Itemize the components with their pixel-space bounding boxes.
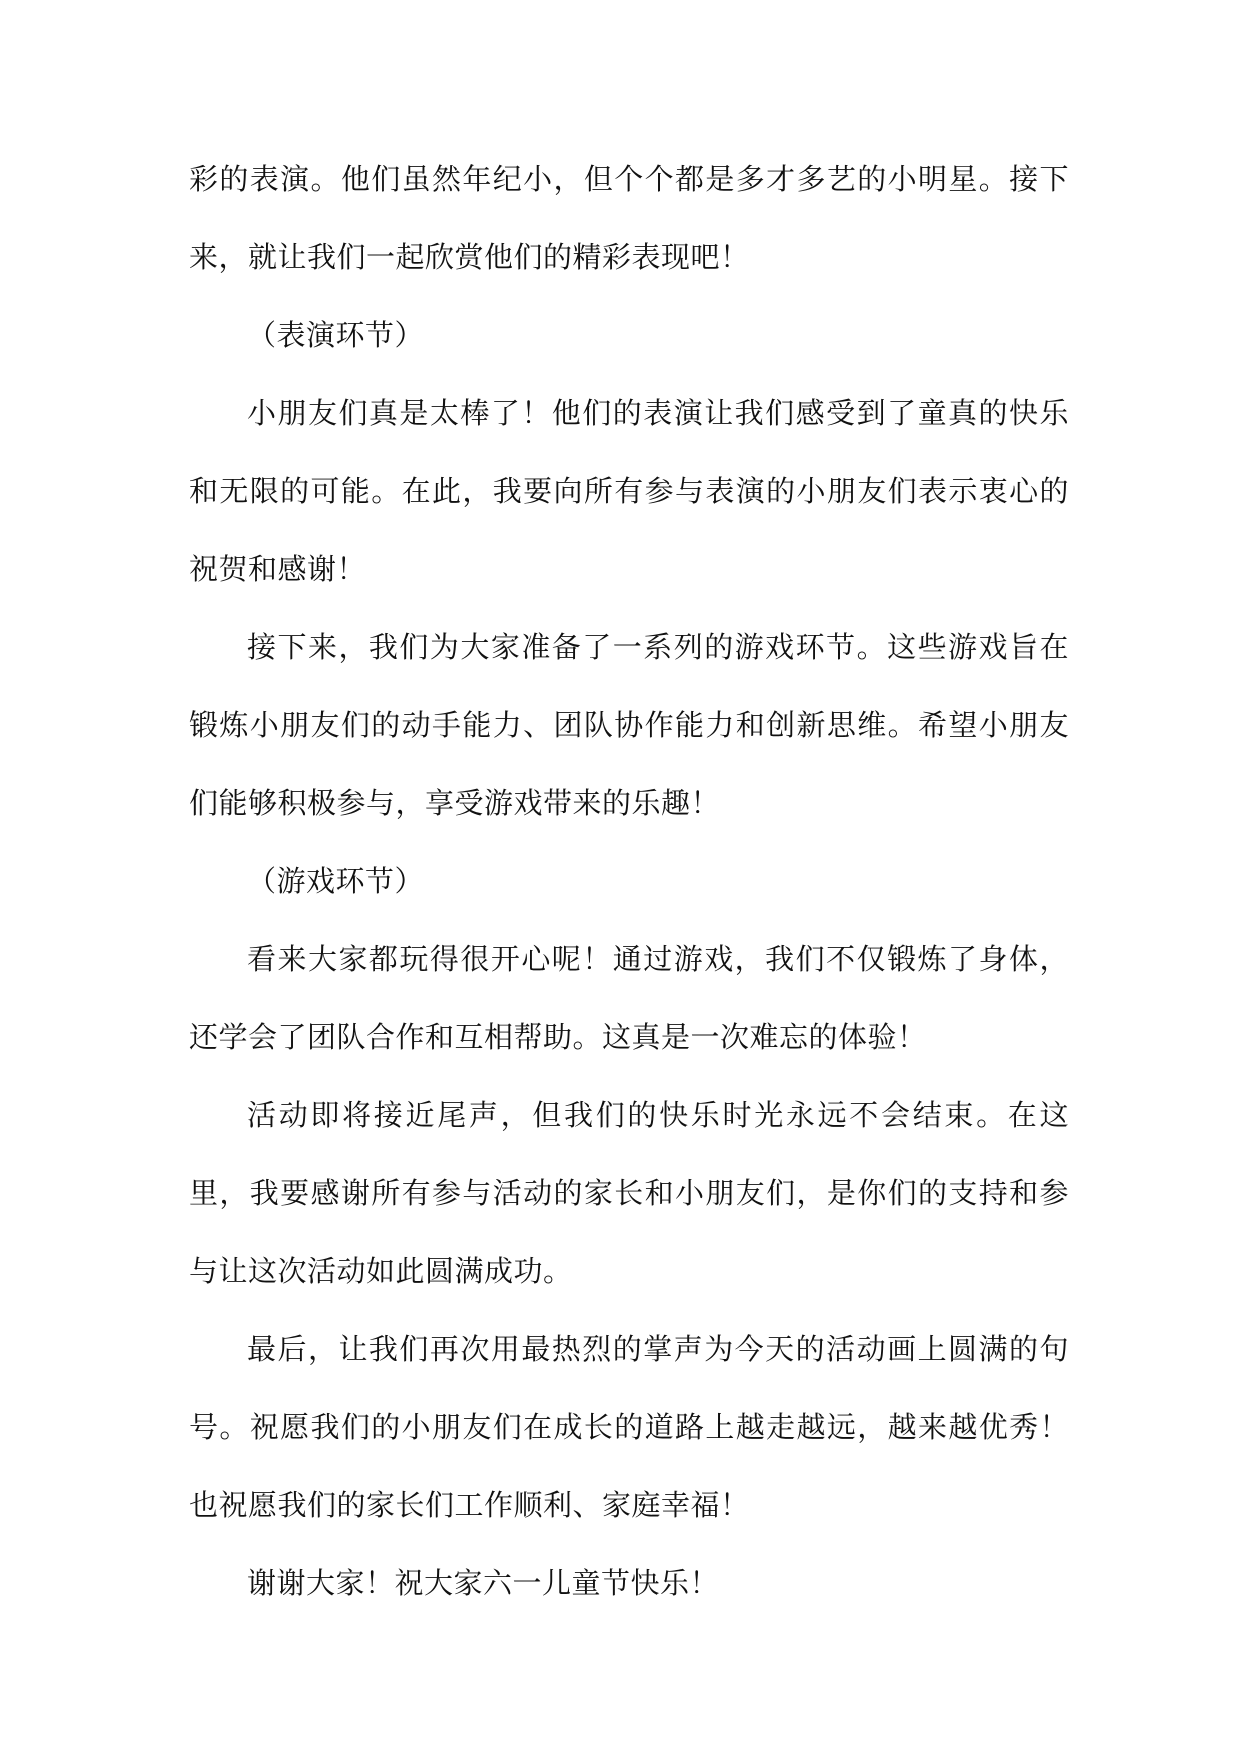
paragraph-continuation: 彩的表演。他们虽然年纪小，但个个都是多才多艺的小明星。接下来，就让我们一起欣赏他们的精彩表现吧！	[189, 162, 1069, 274]
paragraph-game-section: （游戏环节）	[247, 864, 425, 898]
paragraph-game-intro: 接下来，我们为大家准备了一系列的游戏环节。这些游戏旨在锻炼小朋友们的动手能力、团队协作能力和创新思维。希望小朋友们能够积极参与，享受游戏带来的乐趣！	[189, 630, 1069, 820]
paragraph-farewell: 谢谢大家！祝大家六一儿童节快乐！	[247, 1566, 720, 1600]
document-body	[189, 140, 1069, 1622]
paragraph-closing-thanks: 活动即将接近尾声，但我们的快乐时光永远不会结束。在这里，我要感谢所有参与活动的家长和小朋友们，是你们的支持和参与让这次活动如此圆满成功。	[189, 1098, 1069, 1288]
paragraph-performance-praise: 小朋友们真是太棒了！他们的表演让我们感受到了童真的快乐和无限的可能。在此，我要向所有参与表演的小朋友们表示衷心的祝贺和感谢！	[189, 396, 1069, 586]
paragraph-final-wishes: 最后，让我们再次用最热烈的掌声为今天的活动画上圆满的句号。祝愿我们的小朋友们在成长的道路上越走越远，越来越优秀！也祝愿我们的家长们工作顺利、家庭幸福！	[189, 1332, 1069, 1522]
paragraph-game-summary: 看来大家都玩得很开心呢！通过游戏，我们不仅锻炼了身体，还学会了团队合作和互相帮助。这真是一次难忘的体验！	[189, 942, 1069, 1054]
paragraph-performance-section: （表演环节）	[247, 318, 425, 352]
